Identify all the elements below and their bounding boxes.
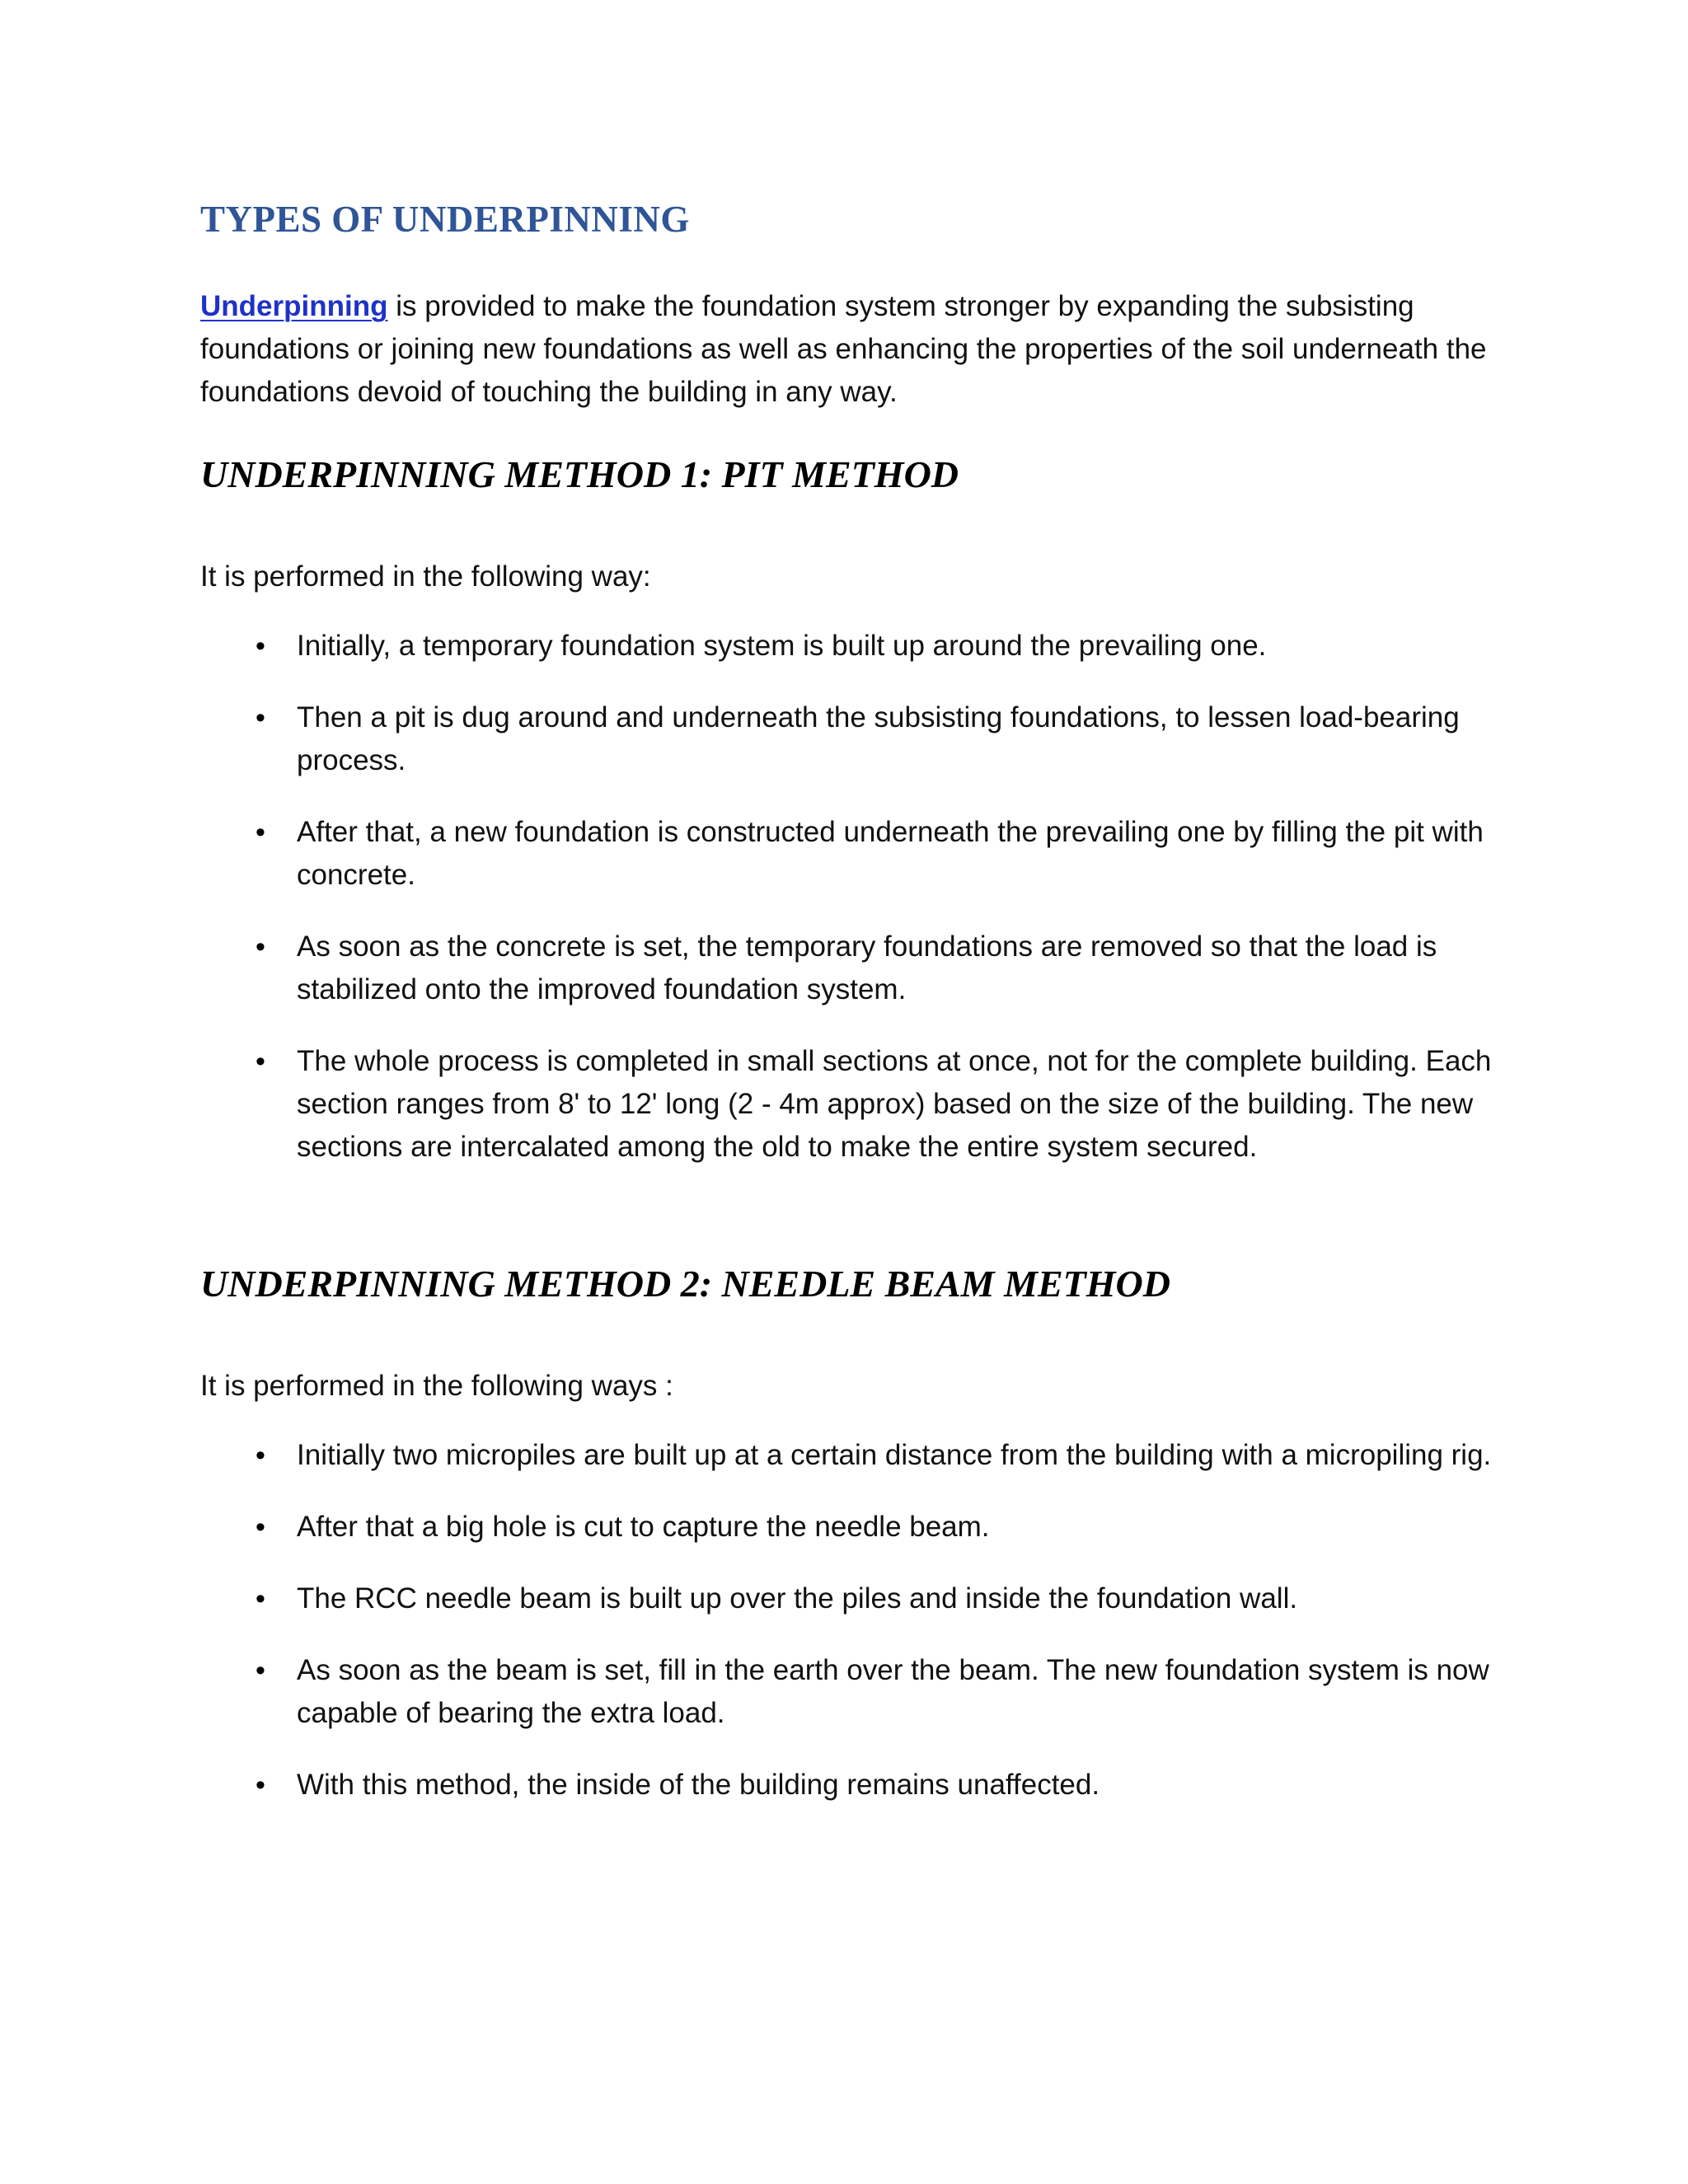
list-item	[200, 1649, 1503, 1735]
bullet-icon: •	[256, 1046, 265, 1077]
bullet-icon: •	[256, 630, 265, 662]
list-item-text: Then a pit is dug around and underneath the subsisting foundations, to lessen load-bearing process.	[297, 701, 1460, 776]
list-item-text: After that, a new foundation is constructed underneath the prevailing one by filling the pit with concrete.	[297, 816, 1484, 891]
list-item	[200, 1506, 1503, 1549]
list-item	[200, 1764, 1503, 1807]
list-item-text: The whole process is completed in small sections at once, not for the complete building. Each section ranges from 8' to 12' long (2 - 4m approx) based on the size of the building. The new sections are intercalated among the old to make the entire system secured.	[297, 1045, 1492, 1163]
bullet-icon: •	[256, 931, 265, 963]
section-pit-method	[200, 450, 1503, 1169]
list-item-text: As soon as the concrete is set, the temporary foundations are removed so that the load is stabilized onto the improved foundation system.	[297, 930, 1437, 1005]
bullet-icon: •	[256, 1440, 265, 1471]
list-item	[200, 696, 1503, 782]
list-item-text: Initially two micropiles are built up at a certain distance from the building with a micropiling rig.	[297, 1439, 1492, 1471]
section-heading-needle-beam-method: UNDERPINNING METHOD 2: NEEDLE BEAM METHOD	[200, 1263, 1170, 1305]
underpinning-link[interactable]: Underpinning	[200, 290, 388, 322]
list-item	[200, 1040, 1503, 1169]
list-item-text: After that a big hole is cut to capture the needle beam.	[297, 1511, 990, 1543]
list-item	[200, 1577, 1503, 1620]
bullet-icon: •	[256, 817, 265, 848]
list-item-text: As soon as the beam is set, fill in the earth over the beam. The new foundation system is now capable of bearing the extra load.	[297, 1654, 1489, 1729]
bullet-icon: •	[256, 702, 265, 733]
intro-paragraph	[200, 285, 1503, 414]
section-lead-needle-beam-method: It is performed in the following ways :	[200, 1370, 673, 1402]
list-item	[200, 811, 1503, 897]
section-heading-pit-method: UNDERPINNING METHOD 1: PIT METHOD	[200, 453, 959, 495]
bullet-icon: •	[256, 1583, 265, 1615]
list-item	[200, 625, 1503, 668]
bullet-icon: •	[256, 1769, 265, 1801]
pit-method-steps	[200, 625, 1503, 1169]
list-item-text: The RCC needle beam is built up over the piles and inside the foundation wall.	[297, 1582, 1298, 1615]
intro-text: is provided to make the foundation system stronger by expanding the subsisting foundations or joining new foundations as well as enhancing the properties of the soil underneath the foundations devoid of touching the building in any way.	[200, 290, 1487, 408]
list-item	[200, 926, 1503, 1011]
needle-beam-method-steps	[200, 1434, 1503, 1807]
page-title: TYPES OF UNDERPINNING	[200, 199, 690, 240]
bullet-icon: •	[256, 1655, 265, 1686]
document-content	[200, 194, 1503, 1835]
section-needle-beam-method	[200, 1259, 1503, 1807]
bullet-icon: •	[256, 1511, 265, 1543]
list-item-text: Initially, a temporary foundation system is built up around the prevailing one.	[297, 630, 1267, 662]
section-lead-pit-method: It is performed in the following way:	[200, 560, 651, 593]
list-item-text: With this method, the inside of the building remains unaffected.	[297, 1769, 1100, 1801]
list-item	[200, 1434, 1503, 1477]
